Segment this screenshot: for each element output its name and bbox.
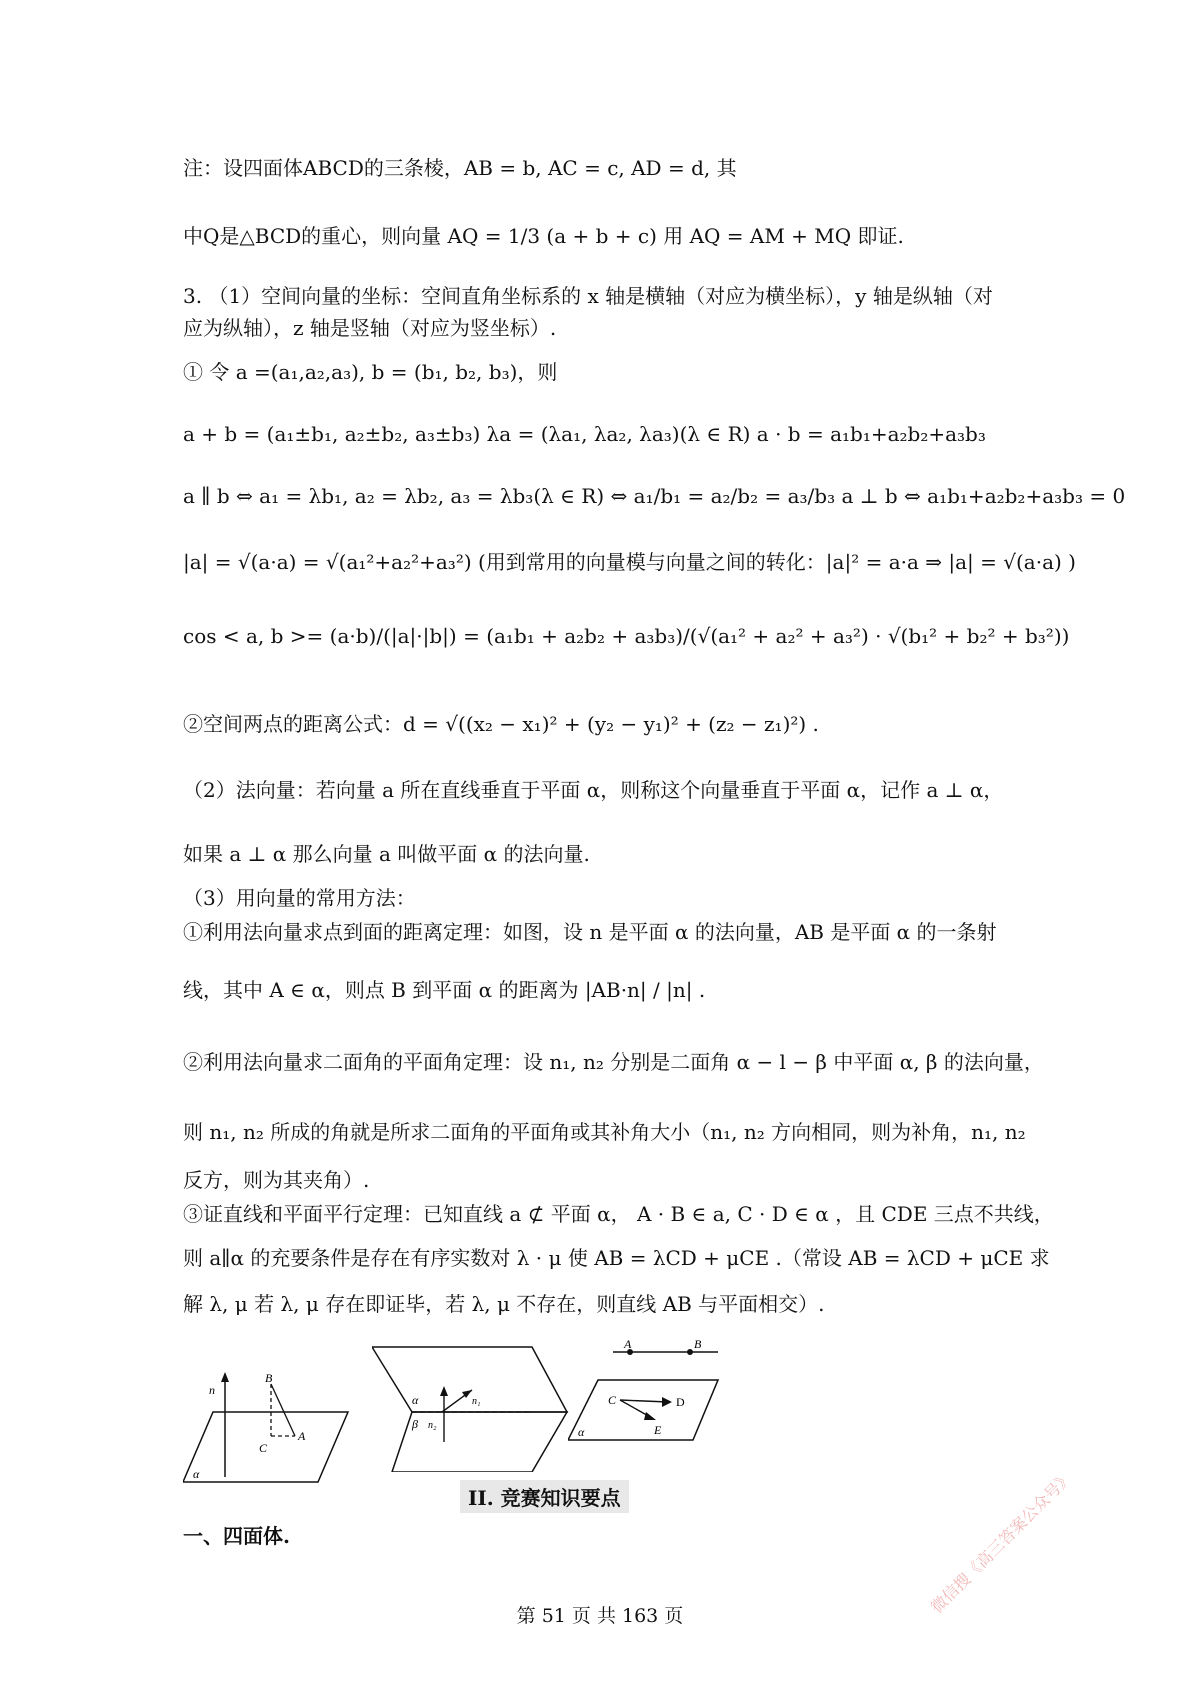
- text-line: |a| = √(a·a) = √(a₁²+a₂²+a₃²) (用到常用的向量模与向量之间的转化：|a|² = a·a ⇒ |a| = √(a·a) ): [183, 550, 1076, 574]
- plane-upper: [372, 1347, 567, 1412]
- point-B: [687, 1349, 693, 1355]
- figure-point-plane-distance: [183, 1372, 373, 1492]
- text-line: 应为纵轴），z 轴是竖轴（对应为竖坐标）.: [183, 316, 557, 340]
- text-line: 注：设四面体ABCD的三条棱，AB = b, AC = c, AD = d, 其: [183, 156, 737, 180]
- page-footer: 第 51 页 共 163 页: [516, 1605, 684, 1627]
- label-C: C: [608, 1393, 617, 1407]
- text-line: 线，其中 A ∈ α，则点 B 到平面 α 的距离为 |AB·n| / |n| .: [183, 978, 706, 1002]
- text-line: a + b = (a₁±b₁, a₂±b₂, a₃±b₃) λa = (λa₁, λa₂, λa₃)(λ ∈ R) a · b = a₁b₁+a₂b₂+a₃b₃: [183, 422, 986, 446]
- plane-lower: [392, 1412, 567, 1472]
- subsection-heading: 一、四面体.: [183, 1524, 290, 1548]
- text-line: ①利用法向量求点到面的距离定理：如图，设 n 是平面 α 的法向量，AB 是平面 α 的一条射: [183, 920, 997, 944]
- figure-dihedral-angle: [372, 1342, 572, 1472]
- label-A: A: [624, 1340, 632, 1351]
- label-n1: n₁: [472, 1396, 481, 1407]
- text-line: ②利用法向量求二面角的平面角定理：设 n₁, n₂ 分别是二面角 α − l − β 中平面 α, β 的法向量，: [183, 1050, 1044, 1074]
- text-line: ① 令 a =(a₁,a₂,a₃), b = (b₁, b₂, b₃)，则: [183, 360, 558, 384]
- plane-alpha: [568, 1380, 718, 1440]
- text-line: 中Q是△BCD的重心，则向量 AQ = 1/3 (a + b + c) 用 AQ = AM + MQ 即证.: [183, 224, 904, 248]
- text-line: 解 λ, μ 若 λ, μ 存在即证毕，若 λ, μ 不存在，则直线 AB 与平面相交）.: [183, 1292, 825, 1316]
- label-beta: β: [412, 1417, 418, 1431]
- label-alpha: α: [193, 1467, 200, 1481]
- label-B: B: [694, 1340, 702, 1351]
- arrow-head-CE: [644, 1412, 656, 1420]
- text-line: 则 a∥α 的充要条件是存在有序实数对 λ · μ 使 AB = λCD + μCE .（常设 AB = λCD + μCE 求: [183, 1246, 1050, 1270]
- text-line: （2）法向量：若向量 a 所在直线垂直于平面 α，则称这个向量垂直于平面 α，记作 a ⊥ α，: [183, 778, 1004, 802]
- arrow-head-n2: [440, 1386, 448, 1396]
- label-alpha: α: [412, 1393, 419, 1407]
- label-E: E: [654, 1423, 662, 1437]
- text-line: 3. （1）空间向量的坐标：空间直角坐标系的 x 轴是横轴（对应为横坐标），y 轴是纵轴（对: [183, 284, 993, 308]
- section-title: II. 竞赛知识要点: [460, 1480, 629, 1513]
- watermark: 微信搜《高三答案公众号》: [927, 1467, 1077, 1617]
- label-n2: n₂: [428, 1420, 437, 1431]
- text-line: 则 n₁, n₂ 所成的角就是所求二面角的平面角或其补角大小（n₁, n₂ 方向相同，则为补角，n₁, n₂: [183, 1120, 1026, 1144]
- text-line: 如果 a ⊥ α 那么向量 a 叫做平面 α 的法向量.: [183, 842, 590, 866]
- text-line: 反方，则为其夹角）.: [183, 1168, 370, 1192]
- label-D: D: [676, 1395, 685, 1409]
- label-n: n: [209, 1383, 215, 1397]
- text-line: （3）用向量的常用方法：: [183, 886, 416, 910]
- figure-line-parallel-plane: [568, 1340, 768, 1460]
- text-line: a ∥ b ⇔ a₁ = λb₁, a₂ = λb₂, a₃ = λb₃(λ ∈ R) ⇔ a₁/b₁ = a₂/b₂ = a₃/b₃ a ⊥ b ⇔ a₁b₁+a₂b₂+a₃b₃ = 0: [183, 484, 1126, 508]
- segment-BA: [271, 1384, 295, 1436]
- label-C: C: [259, 1441, 268, 1455]
- label-B: B: [265, 1372, 273, 1385]
- text-line: cos < a, b >= (a·b)/(|a|·|b|) = (a₁b₁ + a₂b₂ + a₃b₃)/(√(a₁² + a₂² + a₃²) · √(b₁² + b₂² + b₃²)): [183, 624, 1070, 648]
- arrow-head: [221, 1372, 229, 1382]
- text-line: ③证直线和平面平行定理：已知直线 a ⊄ 平面 α， A · B ∈ a, C · D ∈ α ，且 CDE 三点不共线，: [183, 1202, 1054, 1226]
- text-line: ②空间两点的距离公式：d = √((x₂ − x₁)² + (y₂ − y₁)² + (z₂ − z₁)²) .: [183, 712, 819, 736]
- vector-CD: [620, 1400, 668, 1402]
- arrow-head-CD: [662, 1397, 672, 1407]
- label-A: A: [298, 1429, 306, 1443]
- label-alpha: α: [578, 1425, 585, 1439]
